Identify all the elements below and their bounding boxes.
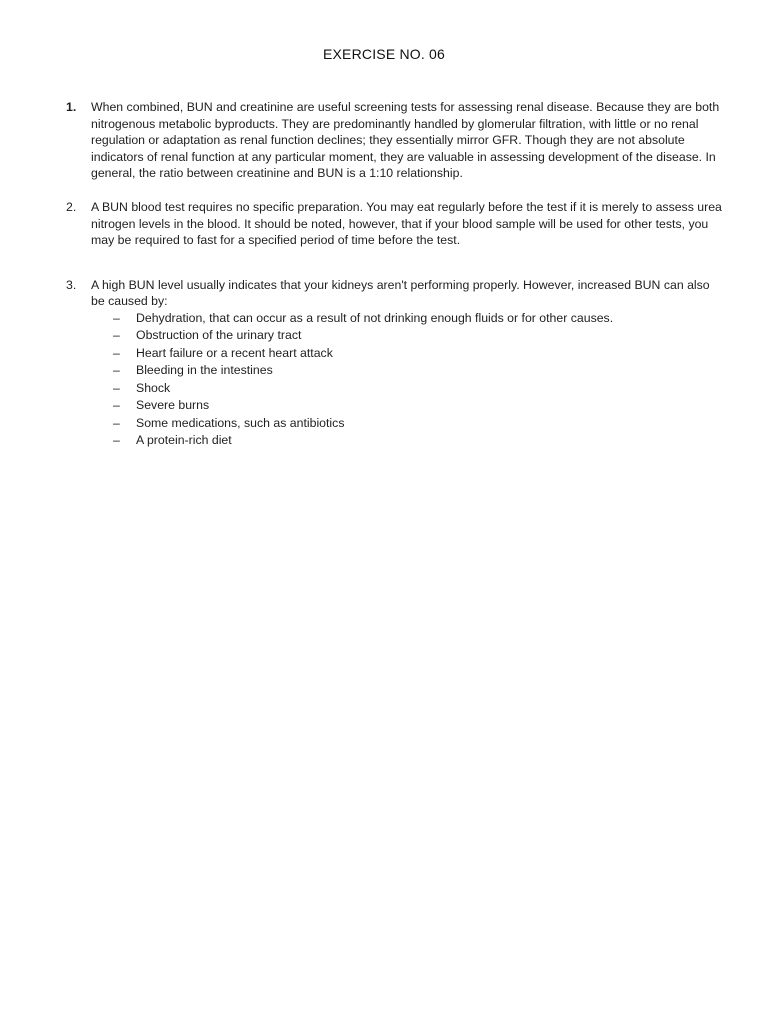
cause-bullet-list xyxy=(91,310,726,450)
bullet-item xyxy=(91,432,726,450)
bullet-item xyxy=(91,310,726,328)
item-text: When combined, BUN and creatinine are useful screening tests for assessing renal disease. Because they are both nitrogenous metabolic byproducts. They are predominantly handled by glomerular filtration, with little or no renal regulation or adaptation as renal function declines; they essentially mirror GFR. Though they are not absolute indicators of renal function at any particular moment, they are valuable in assessing development of the disease. In general, the ratio between creatinine and BUN is a 1:10 relationship. xyxy=(91,100,720,181)
bullet-text: Heart failure or a recent heart attack xyxy=(136,345,333,360)
list-item xyxy=(66,199,726,249)
bullet-item xyxy=(91,380,726,398)
bullet-text: Shock xyxy=(136,380,171,395)
bullet-text: Severe burns xyxy=(136,398,210,413)
bullet-text: Some medications, such as antibiotics xyxy=(136,415,345,430)
bullet-item xyxy=(91,415,726,433)
dash-marker: – xyxy=(113,415,120,430)
bullet-item xyxy=(91,345,726,363)
dash-marker: – xyxy=(113,345,120,360)
list-item xyxy=(66,277,726,450)
list-item xyxy=(66,99,726,182)
dash-marker: – xyxy=(113,380,120,395)
dash-marker: – xyxy=(113,398,120,413)
bullet-item xyxy=(91,397,726,415)
bullet-item xyxy=(91,362,726,380)
item-number: 3. xyxy=(66,277,77,292)
dash-marker: – xyxy=(113,310,120,325)
bullet-item xyxy=(91,327,726,345)
dash-marker: – xyxy=(113,328,120,343)
dash-marker: – xyxy=(113,433,120,448)
item-number: 1. xyxy=(66,100,77,114)
bullet-text: A protein-rich diet xyxy=(136,433,232,448)
bullet-text: Dehydration, that can occur as a result of not drinking enough fluids or for other causes. xyxy=(136,310,614,325)
bullet-text: Bleeding in the intestines xyxy=(136,363,273,378)
item-text: A BUN blood test requires no specific preparation. You may eat regularly before the test if it is merely to assess urea nitrogen levels in the blood. It should be noted, however, that if your blood sample will be used for other tests, you may be required to fast for a specified period of time before the test. xyxy=(91,199,722,248)
dash-marker: – xyxy=(113,363,120,378)
exercise-answer-list xyxy=(66,99,726,450)
bullet-text: Obstruction of the urinary tract xyxy=(136,328,302,343)
item-text: A high BUN level usually indicates that your kidneys aren't performing properly. However, increased BUN can also be caused by: xyxy=(91,277,710,309)
page-title: EXERCISE NO. 06 xyxy=(322,46,446,62)
item-number: 2. xyxy=(66,199,77,214)
